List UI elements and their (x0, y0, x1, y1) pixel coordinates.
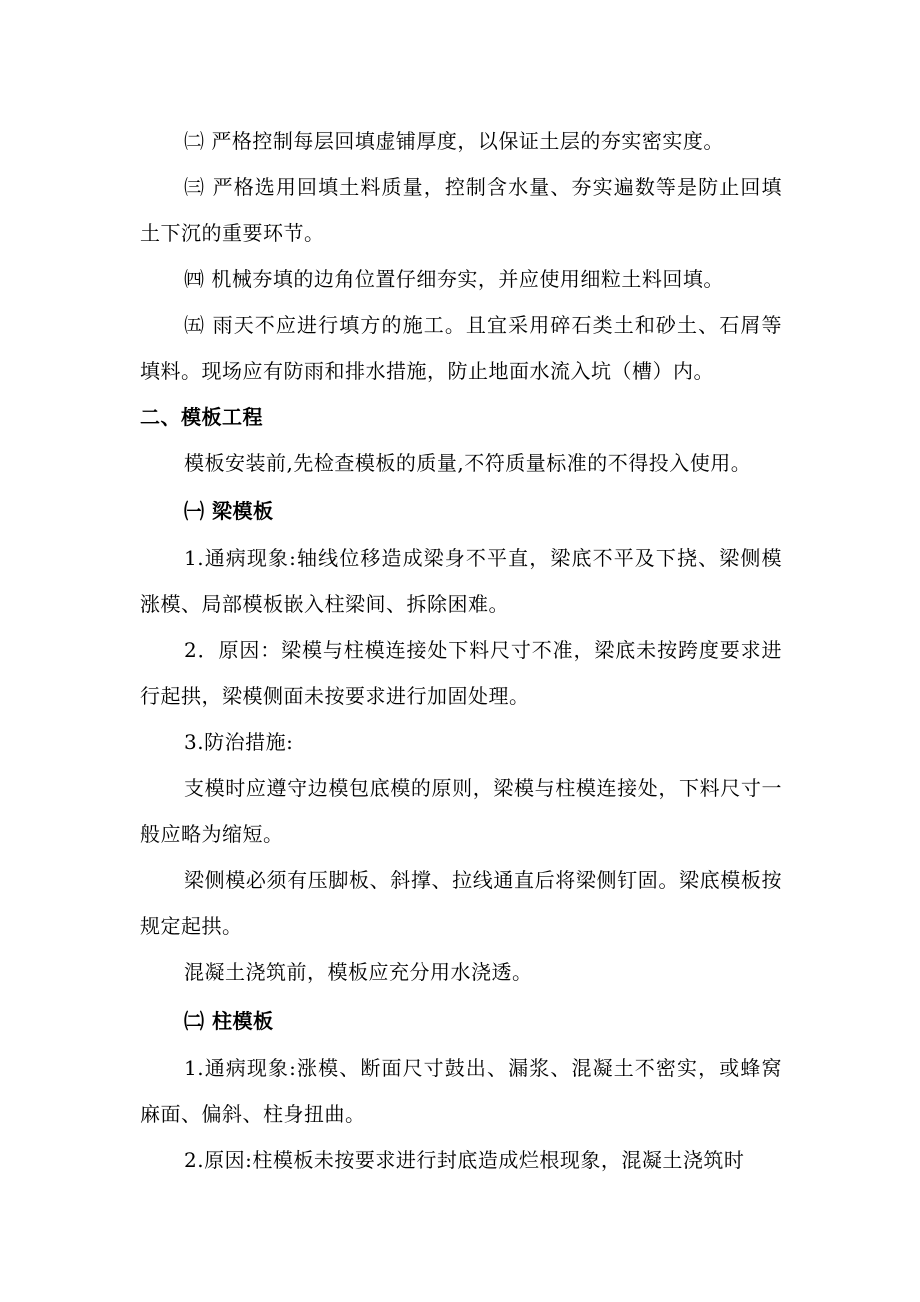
paragraph-beam-measure-1: 支模时应遵守边模包底模的原则，梁模与柱模连接处，下料尺寸一般应略为缩短。 (140, 776, 782, 846)
paragraph-formwork-intro: 模板安装前,先检查模板的质量,不符质量标准的不得投入使用。 (184, 451, 752, 475)
subheading-beam-formwork: ㈠ 梁模板 (184, 499, 274, 523)
section-heading-formwork: 二、模板工程 (140, 405, 263, 429)
paragraph-column-defects: 1.通病现象:涨模、断面尺寸鼓出、漏浆、混凝土不密实，或蜂窝麻面、偏斜、柱身扭曲。 (140, 1056, 782, 1126)
paragraph-mechanical-compaction: ㈣ 机械夯填的边角位置仔细夯实，并应使用细粒土料回填。 (184, 267, 724, 291)
paragraph-beam-measures-title: 3.防治措施: (184, 730, 294, 754)
paragraph-beam-defects: 1.通病现象:轴线位移造成梁身不平直，梁底不平及下挠、梁侧模涨模、局部模板嵌入柱梁间、拆除困难。 (140, 546, 782, 616)
paragraph-backfill-material: ㈢ 严格选用回填土料质量，控制含水量、夯实遍数等是防止回填土下沉的重要环节。 (140, 175, 782, 245)
paragraph-beam-causes: 2．原因：梁模与柱模连接处下料尺寸不准，梁底未按跨度要求进行起拱，梁模侧面未按要求进行加固处理。 (140, 638, 782, 708)
paragraph-beam-measure-2: 梁侧模必须有压脚板、斜撑、拉线通直后将梁侧钉固。梁底模板按规定起拱。 (140, 868, 782, 938)
paragraph-rainy-day: ㈤ 雨天不应进行填方的施工。且宜采用碎石类土和砂土、石屑等填料。现场应有防雨和排水措施，防止地面水流入坑（槽）内。 (140, 313, 782, 383)
paragraph-column-causes: 2.原因:柱模板未按要求进行封底造成烂根现象，混凝土浇筑时 (184, 1148, 745, 1172)
paragraph-beam-measure-3: 混凝土浇筑前，模板应充分用水浇透。 (184, 960, 533, 984)
subheading-column-formwork: ㈡ 柱模板 (184, 1009, 274, 1033)
paragraph-backfill-thickness: ㈡ 严格控制每层回填虚铺厚度，以保证土层的夯实密实度。 (184, 129, 724, 153)
